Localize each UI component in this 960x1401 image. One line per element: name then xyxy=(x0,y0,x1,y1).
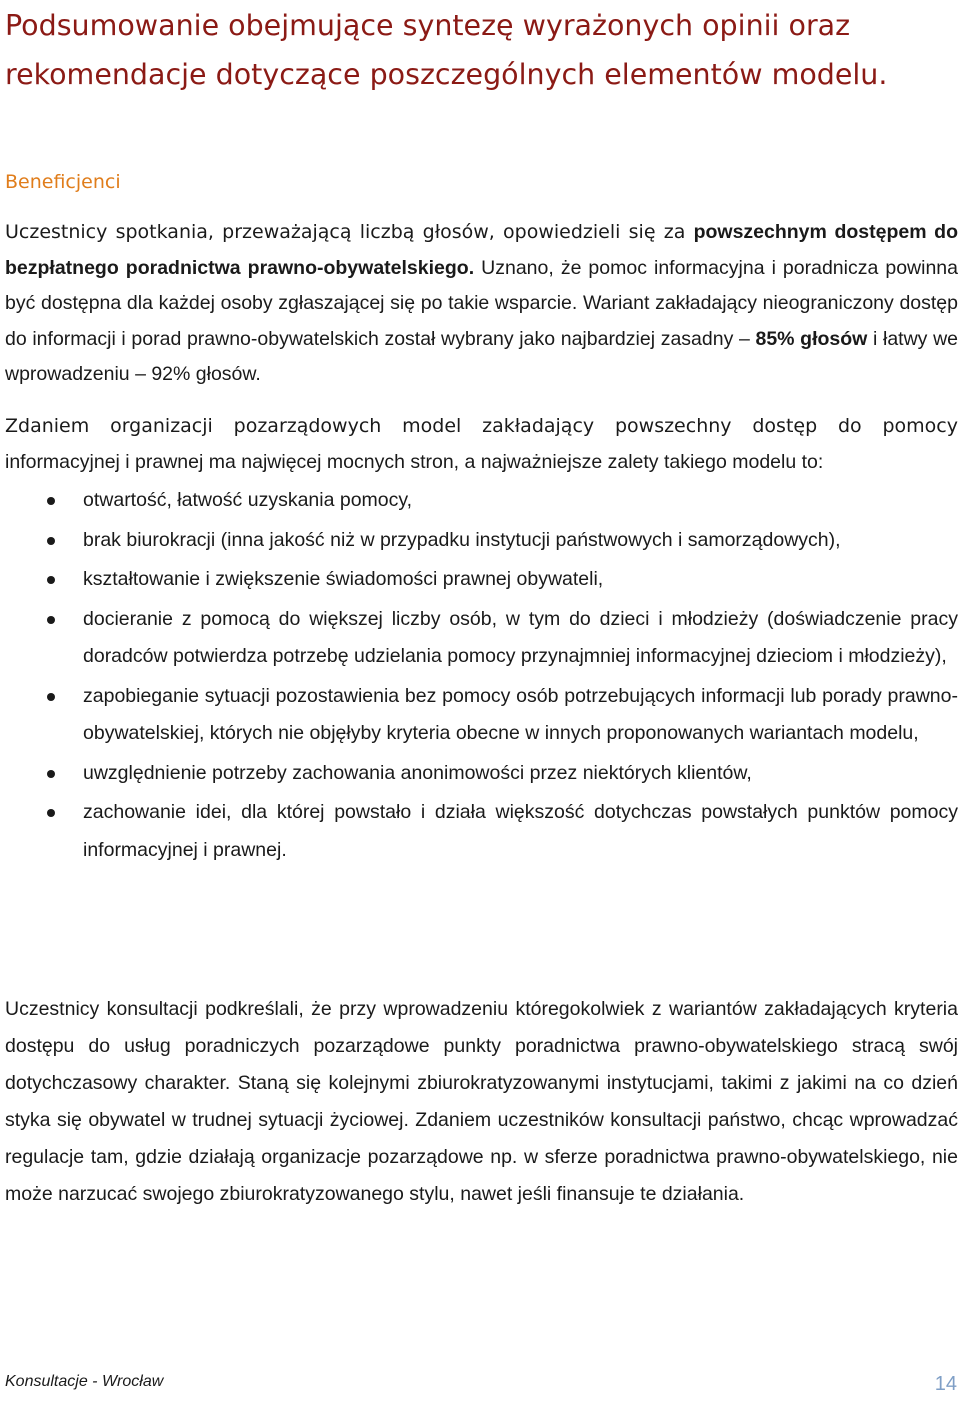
bullet-icon xyxy=(47,770,55,778)
bold-text: 85% głosów xyxy=(755,327,868,350)
list-item xyxy=(5,482,958,520)
list-item-text: kształtowanie i zwiększenie świadomości prawnej obywateli, xyxy=(83,568,604,590)
paragraph-text: Uznano, że pomoc informacyjna i poradnicza powinna być dostępna dla każdej osoby zgłaszającej się po takie wsparcie. Wariant zakładający nieograniczony dostęp do informacji i porad prawno-obywatelskich został wybrany jako najbardziej zasadny – xyxy=(5,256,958,350)
list-item xyxy=(5,561,958,599)
list-item-text: otwartość, łatwość uzyskania pomocy, xyxy=(83,489,413,511)
paragraph-text: Zdaniem organizacji pozarządowych model zakładający powszechny dostęp do pomocy xyxy=(5,415,958,437)
list-item xyxy=(5,755,958,793)
list-item-text: zachowanie idei, dla której powstało i działa większość dotychczas powstałych punktów pomocy informacyjnej i prawnej. xyxy=(83,801,958,861)
bullet-icon xyxy=(47,616,55,624)
paragraph-text: i łatwy we wprowadzeniu – 92% głosów. xyxy=(5,327,958,385)
paragraph-beneficiaries xyxy=(5,215,958,393)
list-item xyxy=(5,522,958,560)
list-item-text: brak biurokracji (inna jakość niż w przypadku instytucji państwowych i samorządowych), xyxy=(83,528,841,551)
section-title: Beneficjenci xyxy=(5,171,121,193)
list-item-text: uwzględnienie potrzeby zachowania anonimowości przez niektórych klientów, xyxy=(83,761,752,784)
bullet-icon xyxy=(47,809,55,817)
list-item xyxy=(5,601,958,676)
paragraph-consultation: Uczestnicy konsultacji podkreślali, że przy wprowadzeniu któregokolwiek z wariantów zakładających kryteria dostępu do usług poradniczych pozarządowe punkty poradnictwa prawno-obywatelskiego stracą swój dotychczasowy charakter. Staną się kolejnymi zbiurokratyzowanymi instytucjami, takimi z jakimi na co dzień styka się obywatel w trudnej sytuacji życiowej. Zdaniem uczestników konsultacji państwo, chcąc wprowadzać regulacje tam, gdzie działają organizacje pozarządowe np. w sferze poradnictwa prawno-obywatelskiego, nie może narzucać swojego zbiurokratyzowanego stylu, nawet jeśli finansuje te działania. xyxy=(5,998,958,1205)
list-item xyxy=(5,678,958,753)
page-title: Podsumowanie obejmujące syntezę wyrażonych opinii oraz rekomendacje dotyczące poszczególnych elementów modelu. xyxy=(5,9,888,91)
bold-text: powszechnym dostępem do bezpłatnego poradnictwa prawno-obywatelskiego. xyxy=(5,221,958,279)
paragraph-ngo-opinion xyxy=(5,409,958,480)
paragraph-text: Uczestnicy spotkania, przeważającą liczbą głosów, opowiedzieli się za xyxy=(5,221,694,243)
list-item-text: zapobieganie sytuacji pozostawienia bez pomocy osób potrzebujących informacji lub porady prawno-obywatelskiej, których nie objęłyby kryteria obecne w innych proponowanych wariantach modelu, xyxy=(83,684,958,744)
bullet-icon xyxy=(47,497,55,505)
document-page xyxy=(5,0,958,1205)
paragraph-text: informacyjnej i prawnej ma najwięcej mocnych stron, a najważniejsze zalety takiego modelu to: xyxy=(5,450,824,473)
list-item-text: docieranie z pomocą do większej liczby osób, w tym do dzieci i młodzieży (doświadczenie pracy doradców potwierdza potrzebę udzielania pomocy przynajmniej informacyjnej dzieciom i młodzieży), xyxy=(83,607,958,667)
bullet-icon xyxy=(47,693,55,701)
advantages-list xyxy=(5,482,958,871)
page-number: 14 xyxy=(934,1373,957,1395)
list-item xyxy=(5,794,958,869)
footer-label: Konsultacje - Wrocław xyxy=(5,1373,164,1390)
bullet-icon xyxy=(47,537,55,545)
bullet-icon xyxy=(47,576,55,584)
